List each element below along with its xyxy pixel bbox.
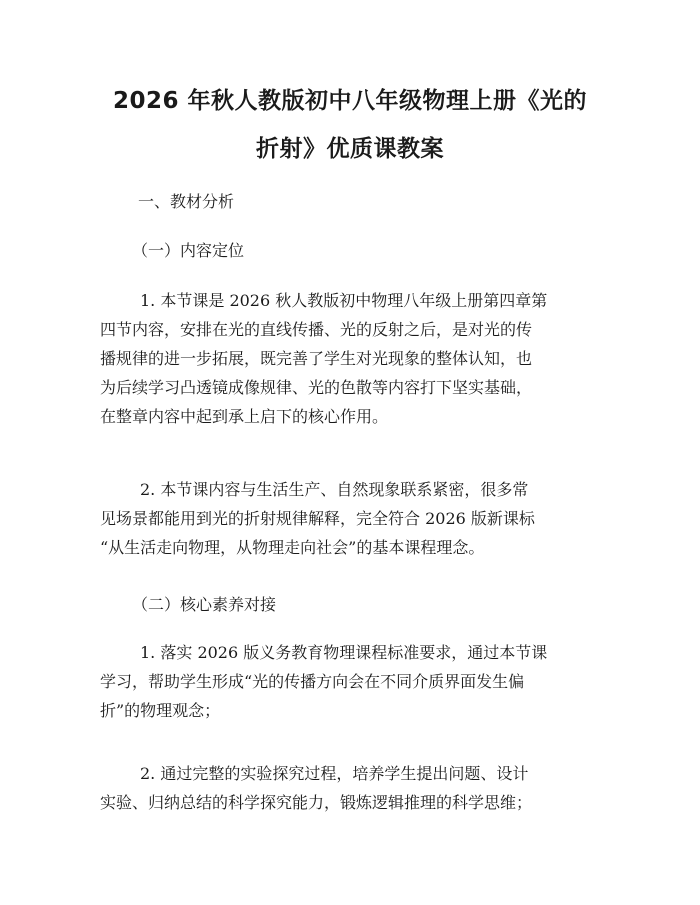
- paragraph-line: 2. 本节课内容与生活生产、自然现象联系紧密，很多常: [140, 480, 529, 499]
- paragraph-core-literacy-2: [100, 759, 604, 817]
- paragraph-content-positioning-2: [100, 475, 604, 562]
- document-title-line-1: 2026 年秋人教版初中八年级物理上册《光的: [112, 88, 588, 114]
- paragraph-line: 播规律的进一步拓展，既完善了学生对光现象的整体认知，也: [100, 349, 533, 368]
- paragraph-core-literacy-1: [100, 638, 604, 725]
- paragraph-line: 2. 通过完整的实验探究过程，培养学生提出问题、设计: [140, 764, 529, 783]
- paragraph-line: 四节内容，安排在光的直线传播、光的反射之后，是对光的传: [100, 320, 533, 339]
- paragraph-line: 学习，帮助学生形成“光的传播方向会在不同介质界面发生偏: [100, 672, 525, 691]
- paragraph-line: 1. 本节课是 2026 秋人教版初中物理八年级上册第四章第: [140, 291, 548, 310]
- subsection-heading-core-literacy: （二）核心素养对接: [132, 595, 277, 614]
- paragraph-line: “从生活走向物理，从物理走向社会”的基本课程理念。: [100, 538, 485, 557]
- section-heading-textbook-analysis: 一、教材分析: [138, 192, 235, 211]
- document-title-line-2: 折射》优质课教案: [256, 136, 444, 162]
- paragraph-content-positioning-1: [100, 286, 604, 431]
- subsection-heading-content-positioning: （一）内容定位: [132, 241, 245, 260]
- paragraph-line: 在整章内容中起到承上启下的核心作用。: [100, 407, 389, 426]
- paragraph-line: 1. 落实 2026 版义务教育物理课程标准要求，通过本节课: [140, 643, 548, 662]
- paragraph-line: 为后续学习凸透镜成像规律、光的色散等内容打下坚实基础，: [100, 378, 533, 397]
- paragraph-line: 见场景都能用到光的折射规律解释，完全符合 2026 版新课标: [100, 509, 535, 528]
- paragraph-line: 折”的物理观念；: [100, 701, 221, 720]
- paragraph-line: 实验、归纳总结的科学探究能力，锻炼逻辑推理的科学思维；: [100, 793, 533, 812]
